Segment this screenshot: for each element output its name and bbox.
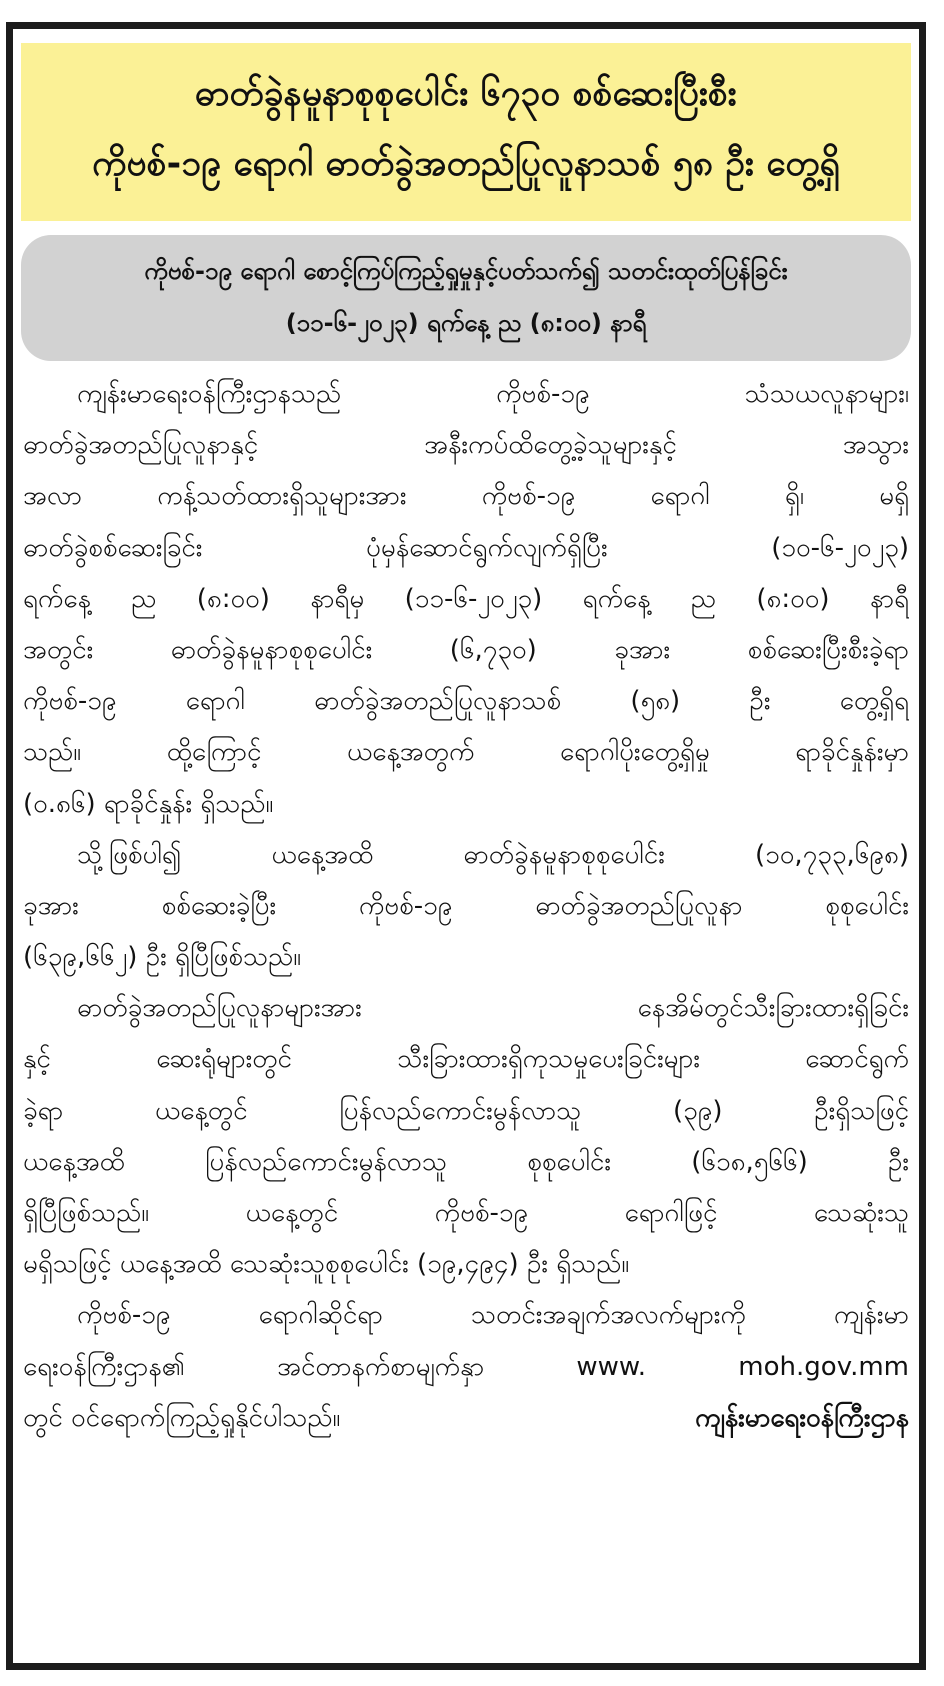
headline-banner	[21, 43, 911, 221]
body-line: (၆၃၉,၆၆၂) ဦး ရှိပြီဖြစ်သည်။	[23, 942, 302, 973]
closing-line	[23, 1393, 909, 1444]
body-line: ဓာတ်ခွဲအတည်ပြုလူနာများအား နေအိမ်တွင်သီးခြားထားရှိခြင်း	[77, 993, 909, 1024]
headline-line-1: ဓာတ်ခွဲနမူနာစုစုပေါင်း ၆၇၃၀ စစ်ဆေးပြီးစီး	[195, 74, 737, 114]
body-line: ကျန်းမာရေးဝန်ကြီးဌာနသည် ကိုဗစ်-၁၉ သံသယလူနာများ၊	[77, 379, 909, 409]
body-line: ရေးဝန်ကြီးဌာန၏ အင်တာနက်စာမျက်နှာ www. moh.gov.mm	[23, 1351, 909, 1382]
body-line: ရှိပြီဖြစ်သည်။ ယနေ့တွင် ကိုဗစ်-၁၉ ရောဂါဖြင့် သေဆုံးသူ	[23, 1198, 909, 1228]
subheadline-banner	[21, 235, 911, 361]
signature-ministry: ကျန်းမာရေးဝန်ကြီးဌာန	[695, 1402, 909, 1433]
body-line: ဓာတ်ခွဲအတည်ပြုလူနာနှင့် အနီးကပ်ထိတွေ့ခဲ့သူများနှင့် အသွား	[23, 430, 909, 461]
body-line: နှင့် ဆေးရုံများတွင် သီးခြားထားရှိကုသမှုပေးခြင်းများ ဆောင်ရွက်	[23, 1044, 909, 1075]
body-line: ဓာတ်ခွဲစစ်ဆေးခြင်း ပုံမှန်ဆောင်ရွက်လျက်ရှိပြီး (၁၀-၆-၂၀၂၃)	[23, 532, 909, 563]
body-line: ခဲ့ရာ ယနေ့တွင် ပြန်လည်ကောင်းမွန်လာသူ (၃၉) ဦးရှိသဖြင့်	[23, 1095, 909, 1126]
body-line: သို့ဖြစ်ပါ၍ ယနေ့အထိ ဓာတ်ခွဲနမူနာစုစုပေါင်း (၁၀,၇၃၃,၆၉၈)	[77, 839, 909, 870]
subheadline-date: (၁၁-၆-၂၀၂၃) ရက်နေ့ ည (၈:၀၀) နာရီ	[285, 309, 647, 337]
body-line: သည်။ ထို့ကြောင့် ယနေ့အတွက် ရောဂါပိုးတွေ့ရှိမှု ရာခိုင်နှုန်းမှာ	[23, 737, 909, 768]
body-line: ခုအား စစ်ဆေးခဲ့ပြီး ကိုဗစ်-၁၉ ဓာတ်ခွဲအတည်ပြုလူနာ စုစုပေါင်း	[23, 890, 909, 921]
body-line: (၀.၈၆) ရာခိုင်နှုန်း ရှိသည်။	[23, 788, 274, 819]
body-line: မရှိသဖြင့် ယနေ့အထိ သေဆုံးသူစုစုပေါင်း (၁၉,၄၉၄) ဦး ရှိသည်။	[23, 1249, 630, 1280]
subheadline-line-1: ကိုဗစ်-၁၉ ရောဂါ စောင့်ကြပ်ကြည့်ရှုမှုနှင့်ပတ်သက်၍ သတင်းထုတ်ပြန်ခြင်း	[144, 257, 788, 285]
body-line-final: တွင် ဝင်ရောက်ကြည့်ရှုနိုင်ပါသည်။	[23, 1402, 341, 1433]
body-line: အလာ ကန့်သတ်ထားရှိသူများအား ကိုဗစ်-၁၉ ရောဂါ ရှိ၊ မရှိ	[23, 481, 909, 512]
body-line: ကိုဗစ်-၁၉ ရောဂါဆိုင်ရာ သတင်းအချက်အလက်များကို ကျန်းမာ	[77, 1300, 909, 1331]
headline-line-2: ကိုဗစ်-၁၉ ရောဂါ ဓာတ်ခွဲအတည်ပြုလူနာသစ် ၅၈ ဦး တွေ့ရှိ	[92, 144, 840, 184]
announcement-frame	[6, 22, 926, 1670]
body-line: ကိုဗစ်-၁၉ ရောဂါ ဓာတ်ခွဲအတည်ပြုလူနာသစ် (၅၈) ဦး တွေ့ရှိရ	[23, 686, 909, 717]
body-line: ရက်နေ့ ည (၈:၀၀) နာရီမှ (၁၁-၆-၂၀၂၃) ရက်နေ့ ည (၈:၀၀) နာရီ	[23, 583, 909, 614]
body-line: အတွင်း ဓာတ်ခွဲနမူနာစုစုပေါင်း (၆,၇၃၀) ခုအား စစ်ဆေးပြီးစီးခဲ့ရာ	[23, 634, 909, 665]
announcement-body	[23, 369, 909, 1444]
body-line: ယနေ့အထိ ပြန်လည်ကောင်းမွန်လာသူ စုစုပေါင်း (၆၁၈,၅၆၆) ဦး	[23, 1146, 909, 1177]
